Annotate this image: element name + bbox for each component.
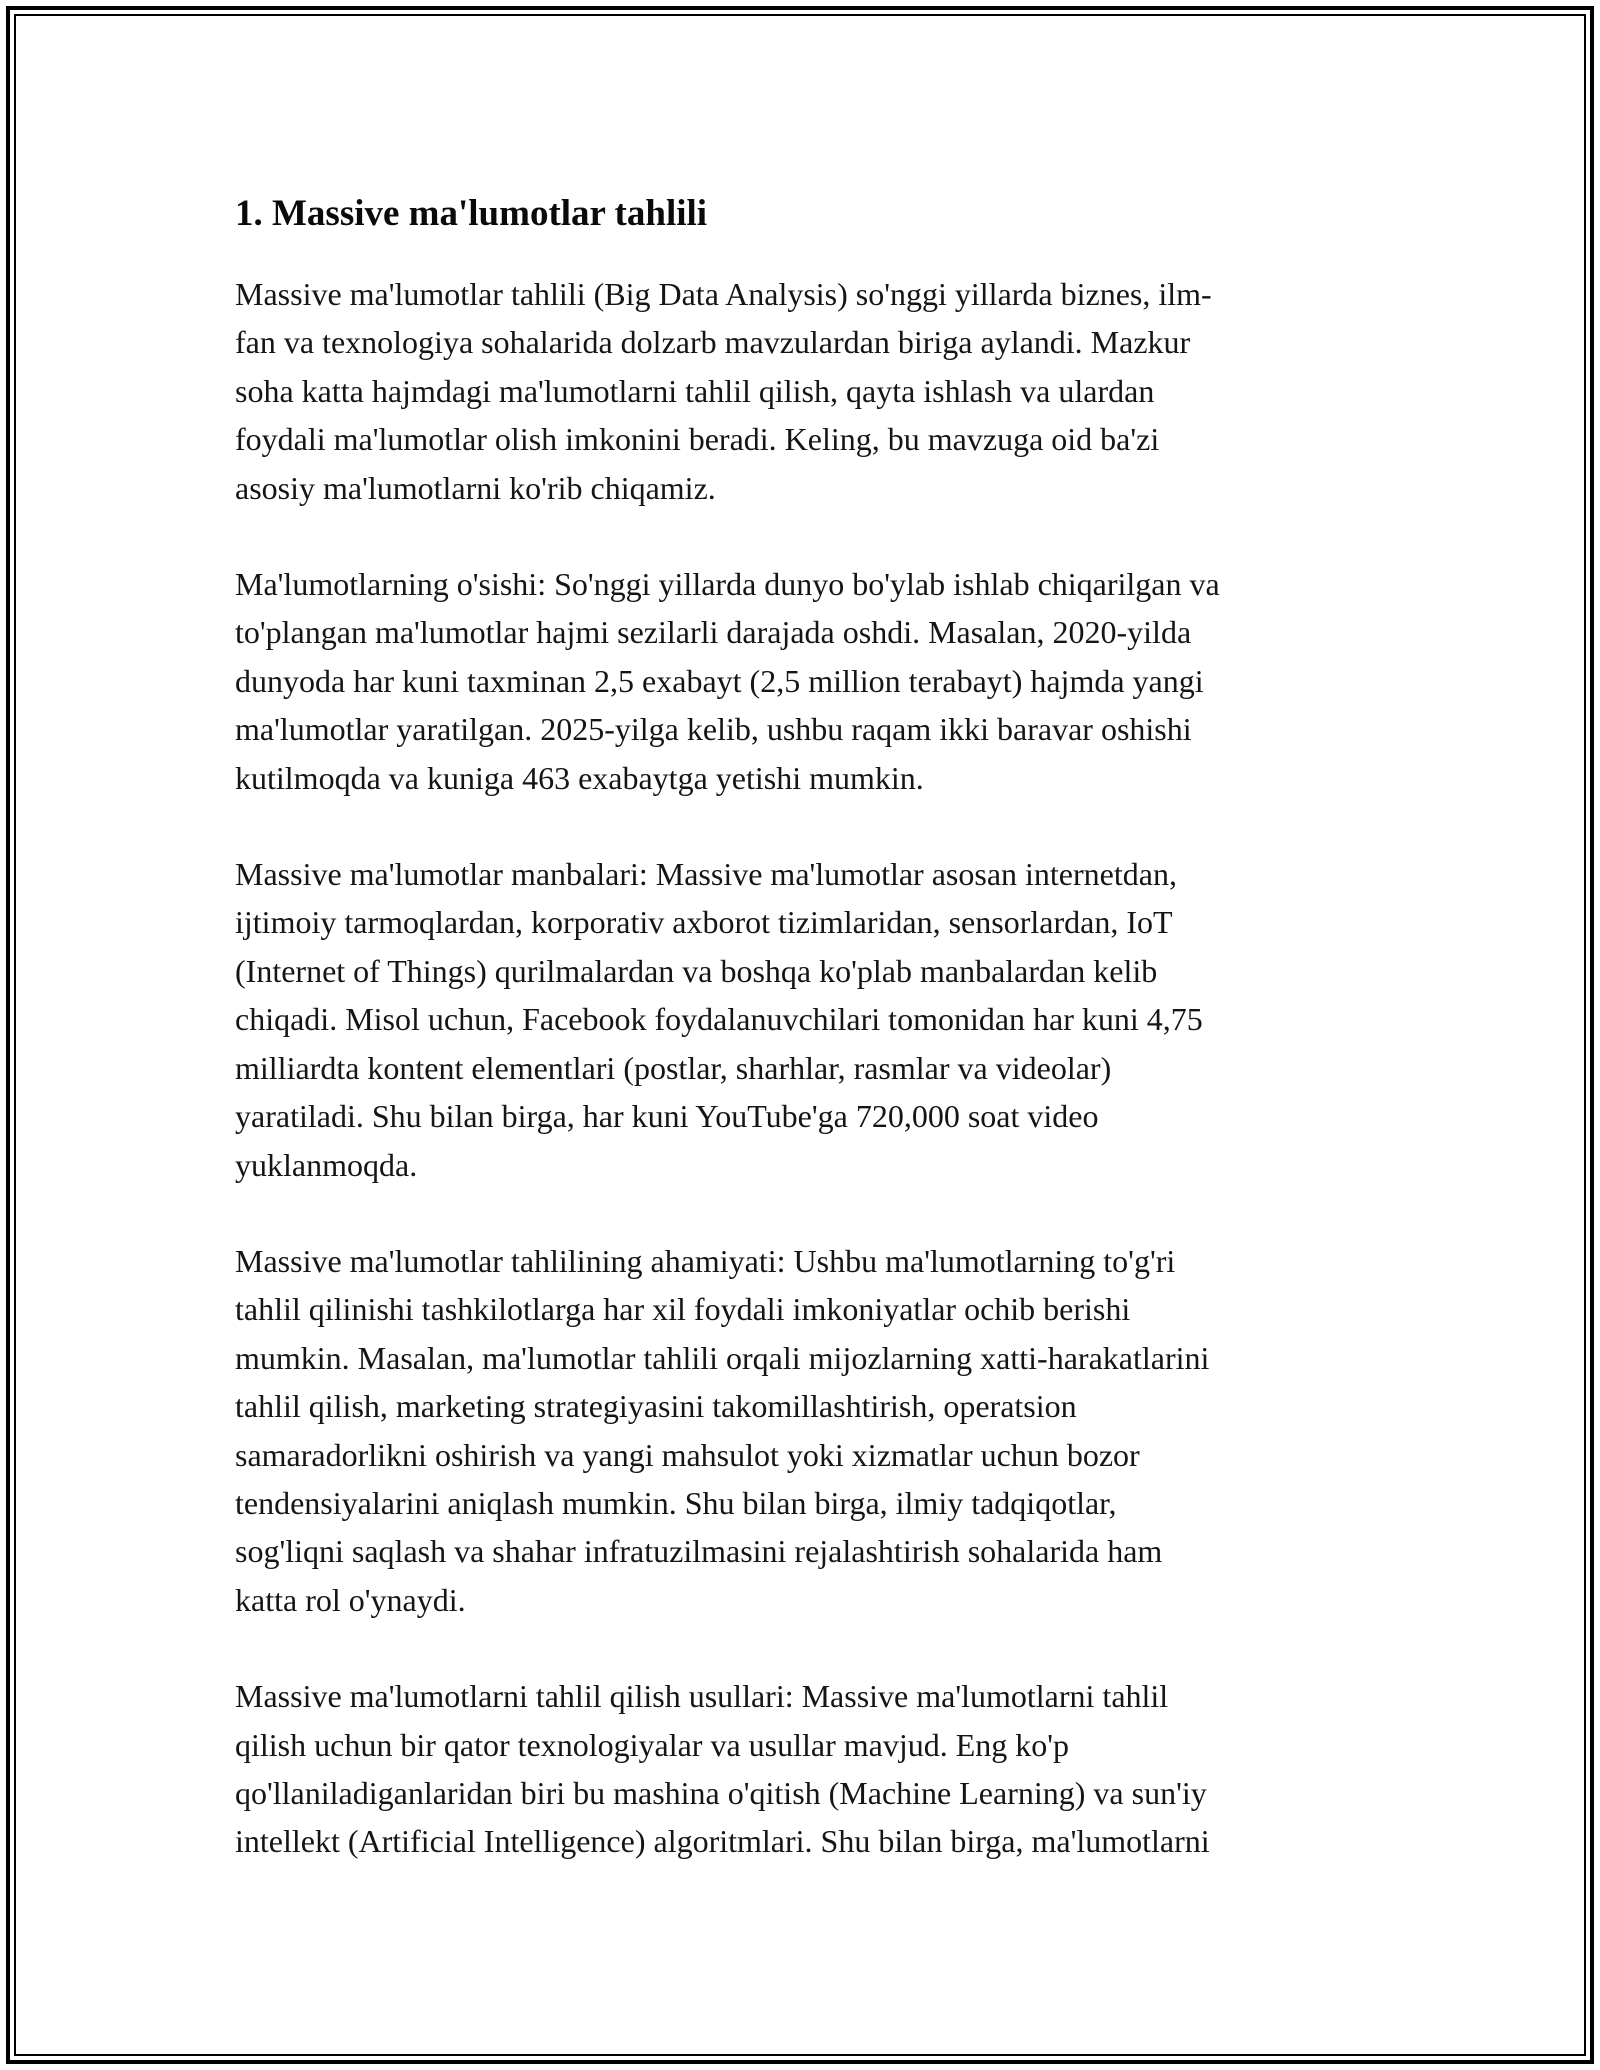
paragraph-data-sources: Massive ma'lumotlar manbalari: Massive ma'lumotlar asosan internetdan, ijtimoiy tarmoqlardan, korporativ axborot tizimlaridan, sensorlardan, IoT (Internet of Things) qurilmalardan va boshqa ko'plab manbalardan kelib chiqadi. Misol uchun, Facebook foydalanuvchilari tomonidan har kuni 4,75 milliardta kontent elementlari (postlar, sharhlar, rasmlar va videolar) yaratiladi. Shu bilan birga, har kuni YouTube'ga 720,000 soat video yuklanmoqda. — [235, 856, 1203, 1183]
paragraph-importance: Massive ma'lumotlar tahlilining ahamiyati: Ushbu ma'lumotlarning to'g'ri tahlil qilinishi tashkilotlarga har xil foydali imkoniyatlar ochib berishi mumkin. Masalan, ma'lumotlar tahlili orqali mijozlarning xatti-harakatlarini tahlil qilish, marketing strategiyasini takomillashtirish, operatsion samaradorlikni oshirish va yangi mahsulot yoki xizmatlar uchun bozor tendensiyalarini aniqlash mumkin. Shu bilan birga, ilmiy tadqiqotlar, sog'liqni saqlash va shahar infratuzilmasini rejalashtirish sohalarida ham katta rol o'ynaydi. — [235, 1242, 1210, 1618]
document-body — [235, 186, 1375, 1914]
paragraph-data-growth: Ma'lumotlarning o'sishi: So'nggi yillarda dunyo bo'ylab ishlab chiqarilgan va to'plangan ma'lumotlar hajmi sezilarli darajada oshdi. Masalan, 2020-yilda dunyoda har kuni taxminan 2,5 exabayt (2,5 million terabayt) hajmda yangi ma'lumotlar yaratilgan. 2025-yilga kelib, ushbu raqam ikki baravar oshishi kutilmoqda va kuniga 463 exabaytga yetishi mumkin. — [235, 566, 1220, 796]
section-heading: 1. Massive ma'lumotlar tahlili — [235, 193, 708, 234]
paragraph-methods: Massive ma'lumotlarni tahlil qilish usullari: Massive ma'lumotlarni tahlil qilish uchun bir qator texnologiyalar va usullar mavjud. Eng ko'p qo'llaniladiganlaridan biri bu mashina o'qitish (Machine Learning) va sun'iy intellekt (Artificial Intelligence) algoritmlari. Shu bilan birga, ma'lumotlarni — [235, 1678, 1210, 1860]
paragraph-intro: Massive ma'lumotlar tahlili (Big Data Analysis) so'nggi yillarda biznes, ilm- fan va texnologiya sohalarida dolzarb mavzulardan biriga aylandi. Mazkur soha katta hajmdagi ma'lumotlarni tahlil qilish, qayta ishlash va ulardan foydali ma'lumotlar olish imkonini beradi. Keling, bu mavzuga oid ba'zi asosiy ma'lumotlarni ko'rib chiqamiz. — [235, 276, 1212, 506]
